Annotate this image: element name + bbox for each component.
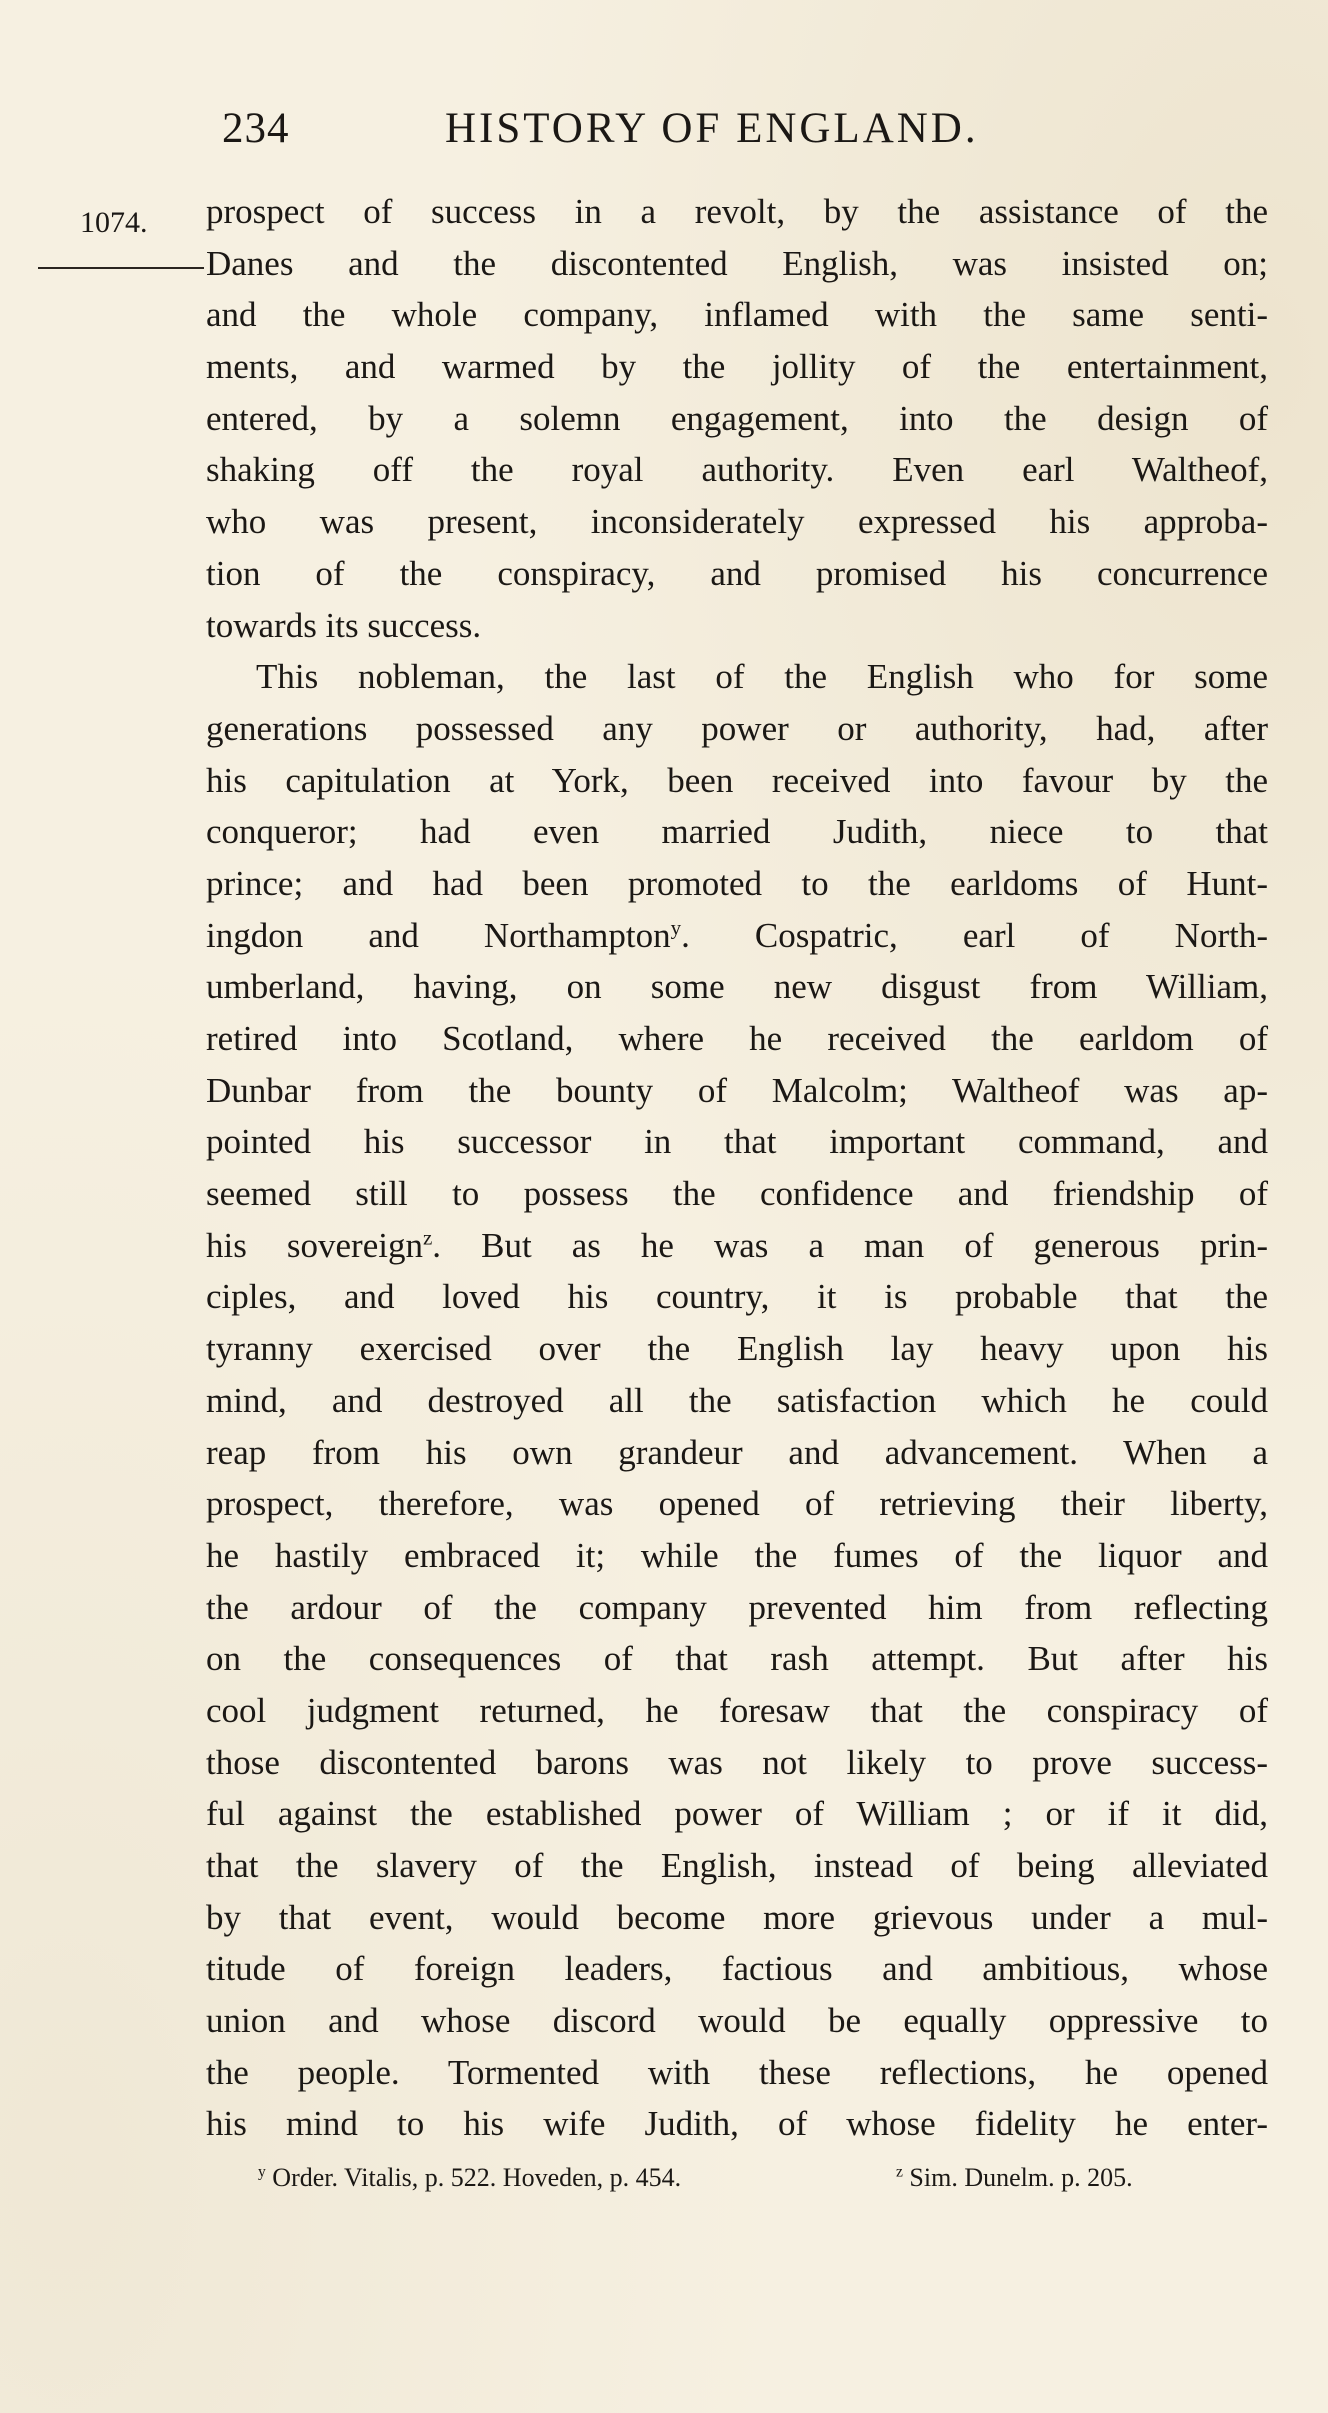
text-line: those discontented barons was not likely to prove success- — [206, 1742, 1268, 1782]
text-line: entered, by a solemn engagement, into the design of — [206, 398, 1268, 438]
text-line-with-footnote-y — [206, 910, 1268, 962]
margin-rule — [38, 267, 204, 269]
text-line-with-footnote-z — [206, 1220, 1268, 1272]
margin-year: 1074. — [80, 206, 148, 239]
text-line: by that event, would become more grievous under a mul- — [206, 1897, 1268, 1937]
text-line: seemed still to possess the confidence and friendship of — [206, 1174, 1268, 1214]
text-line: the people. Tormented with these reflections, he opened — [206, 2052, 1268, 2092]
running-title: HISTORY OF ENGLAND. — [445, 105, 979, 152]
footnotes — [258, 2163, 1133, 2193]
text-line: that the slavery of the English, instead of being alleviated — [206, 1846, 1268, 1885]
text-line: retired into Scotland, where he received the earldom of — [206, 1019, 1268, 1058]
text-segment: ingdon and Northampton — [206, 915, 671, 955]
text-line: umberland, having, on some new disgust from William, — [206, 967, 1268, 1007]
text-line: his mind to his wife Judith, of whose fidelity he enter- — [206, 2104, 1268, 2144]
text-line: mind, and destroyed all the satisfaction which he could — [206, 1380, 1268, 1420]
page-header — [210, 104, 1030, 164]
text-line: ciples, and loved his country, it is probable that the — [206, 1277, 1268, 1317]
footnote-z — [896, 2163, 1133, 2193]
text-line: shaking off the royal authority. Even earl Waltheof, — [206, 450, 1268, 490]
text-line: who was present, inconsiderately expressed his approba- — [206, 502, 1268, 542]
text-line: on the consequences of that rash attempt. But after his — [206, 1639, 1268, 1679]
text-segment: his sovereign — [206, 1225, 423, 1265]
footnote-text-y: Order. Vitalis, p. 522. Hoveden, p. 454. — [272, 2163, 682, 2192]
text-line: his capitulation at York, been received into favour by the — [206, 760, 1268, 800]
text-line: and the whole company, inflamed with the same senti- — [206, 295, 1268, 335]
text-line: ments, and warmed by the jollity of the entertainment, — [206, 347, 1268, 387]
text-line: prince; and had been promoted to the earldoms of Hunt- — [206, 863, 1268, 903]
text-segment: . But as he was a man of generous prin- — [432, 1225, 1268, 1265]
page-number: 234 — [222, 105, 290, 152]
text-line: tyranny exercised over the English lay heavy upon his — [206, 1329, 1268, 1369]
text-line: union and whose discord would be equally oppressive to — [206, 2001, 1268, 2041]
text-line: cool judgment returned, he foresaw that the conspiracy of — [206, 1690, 1268, 1730]
footnote-ref-z: z — [422, 1225, 433, 1250]
text-line: ful against the established power of William ; or if it did, — [206, 1794, 1268, 1834]
text-line: prospect of success in a revolt, by the assistance of the — [206, 192, 1268, 231]
footnote-ref-y: y — [670, 914, 682, 939]
text-line: reap from his own grandeur and advancement. When a — [206, 1432, 1268, 1472]
body-text — [206, 186, 1268, 2150]
text-line: This nobleman, the last of the English who for some — [256, 657, 1268, 697]
footnote-marker-y: y — [258, 2163, 266, 2181]
text-line: he hastily embraced it; while the fumes of the liquor and — [206, 1535, 1268, 1575]
footnote-marker-z: z — [896, 2163, 903, 2181]
text-line: conqueror; had even married Judith, niece to that — [206, 812, 1268, 852]
text-line: Danes and the discontented English, was insisted on; — [206, 243, 1268, 283]
footnote-y — [258, 2163, 681, 2193]
text-line: pointed his successor in that important command, and — [206, 1122, 1268, 1162]
footnote-text-z: Sim. Dunelm. p. 205. — [909, 2163, 1133, 2192]
text-line: towards its success. — [206, 605, 482, 645]
text-line: tion of the conspiracy, and promised his concurrence — [206, 553, 1268, 593]
text-line: generations possessed any power or authority, had, after — [206, 708, 1268, 748]
text-line: the ardour of the company prevented him from reflecting — [206, 1587, 1268, 1627]
text-segment: . Cospatric, earl of North- — [681, 915, 1268, 955]
text-line: titude of foreign leaders, factious and ambitious, whose — [206, 1949, 1268, 1989]
text-line: prospect, therefore, was opened of retrieving their liberty, — [206, 1484, 1268, 1524]
text-line: Dunbar from the bounty of Malcolm; Waltheof was ap- — [206, 1070, 1268, 1110]
